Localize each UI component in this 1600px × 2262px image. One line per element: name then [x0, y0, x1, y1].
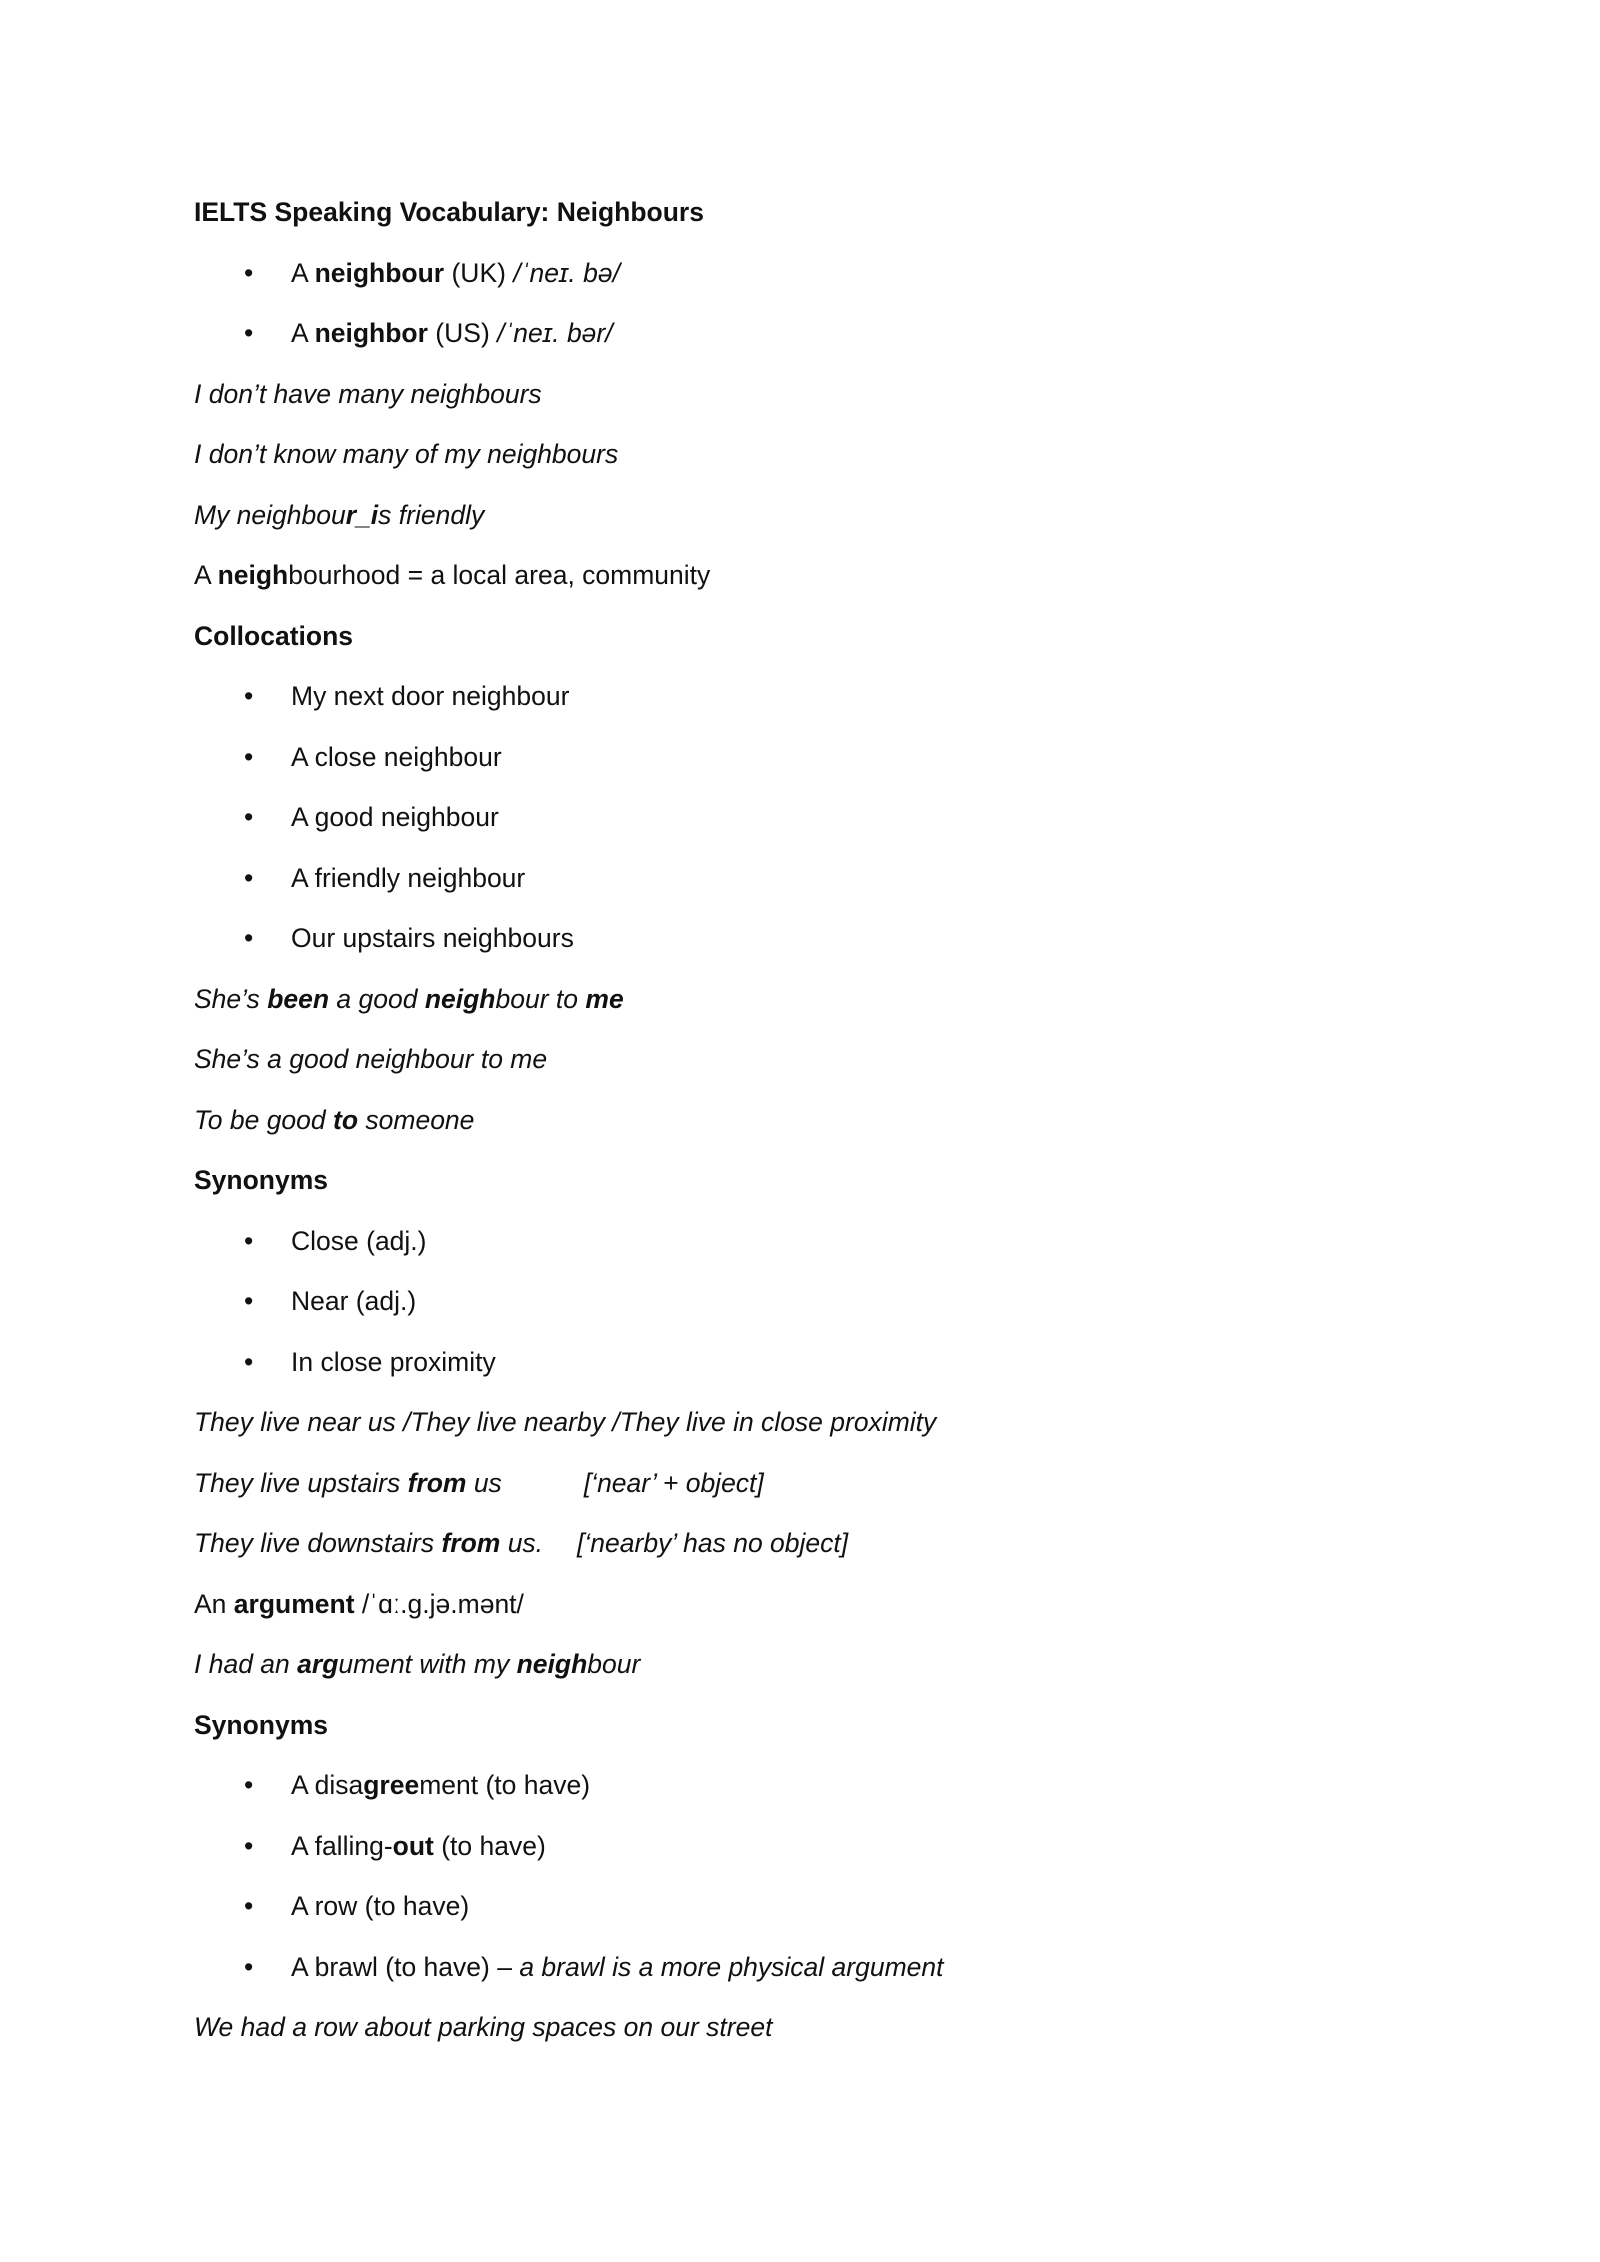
emphasis: from [407, 1467, 467, 1498]
example-sentence [194, 495, 1414, 556]
list-item [194, 918, 1414, 979]
text: They live downstairs [194, 1528, 442, 1558]
emphasis: neigh [424, 983, 496, 1014]
text: They live upstairs [194, 1467, 408, 1498]
list-item [194, 737, 1414, 798]
bullet-icon: • [244, 923, 254, 953]
text: bour [587, 1649, 641, 1679]
bullet-icon: • [244, 681, 254, 711]
example-sentence [194, 1523, 1414, 1584]
bullet-icon: • [244, 862, 254, 893]
bullet-icon: • [244, 257, 254, 288]
page-title: IELTS Speaking Vocabulary: Neighbours [194, 197, 704, 227]
list-item-text: A friendly neighbour [291, 862, 526, 893]
emphasis: to [333, 1104, 359, 1135]
list-item [194, 1221, 1414, 1282]
bullet-icon: • [244, 1286, 254, 1316]
term: neighbour [314, 257, 445, 288]
bullet-icon: • [244, 1951, 254, 1982]
text: us. [500, 1528, 544, 1558]
example-sentence: I don’t know many of my neighbours [194, 439, 619, 469]
list-item [194, 858, 1414, 919]
region-tag: (UK) [444, 257, 514, 288]
list-item [194, 1342, 1414, 1403]
emphasis: been [267, 983, 330, 1014]
list-item [194, 1281, 1414, 1342]
emphasis: r_i [345, 499, 379, 530]
bullet-icon: • [244, 802, 254, 832]
list-item-text: A close neighbour [291, 741, 502, 772]
term: argument [233, 1588, 355, 1619]
list-item-text: In close proximity [291, 1346, 496, 1377]
text: bour to [495, 983, 586, 1014]
text: A [291, 257, 315, 288]
note: a brawl is a more physical argument [519, 1951, 944, 1982]
text: ment (to have) [419, 1770, 591, 1800]
definition-line [194, 1584, 1414, 1645]
bullet-icon: • [244, 1346, 254, 1377]
ipa-text: /ˈneɪ. bər/ [497, 318, 613, 348]
list-item [194, 676, 1414, 737]
text: To be good [194, 1104, 334, 1135]
text: A brawl (to have) – [291, 1951, 520, 1982]
note: [‘near’ + object] [583, 1467, 764, 1498]
text: us [466, 1467, 502, 1498]
example-sentence: We had a row about parking spaces on our street [194, 2012, 773, 2042]
emphasis: me [585, 983, 624, 1014]
text: A [291, 318, 315, 348]
text: bourhood = a local area, community [288, 560, 711, 590]
region-tag: (US) [427, 318, 498, 348]
text: A row (to have) [291, 1891, 470, 1921]
bullet-icon: • [244, 1830, 254, 1861]
list-item-pronunciation-uk [194, 253, 1414, 314]
list-item [194, 1947, 1414, 2008]
list-item-pronunciation-us [194, 313, 1414, 374]
text: She’s [194, 983, 268, 1014]
text: s friendly [378, 499, 485, 530]
text: My neighbou [194, 499, 346, 530]
example-sentence [194, 979, 1414, 1040]
document-page [194, 192, 1414, 2068]
emphasis: arg [297, 1649, 339, 1679]
section-heading-synonyms: Synonyms [194, 1709, 329, 1740]
emphasis: from [441, 1528, 501, 1558]
list-item [194, 1765, 1414, 1826]
example-sentence: She’s a good neighbour to me [194, 1044, 548, 1074]
bullet-icon: • [244, 741, 254, 772]
text: I had an [194, 1649, 298, 1679]
example-sentence [194, 1644, 1414, 1705]
term: neighbor [314, 318, 428, 348]
example-sentence: I don’t have many neighbours [194, 378, 542, 409]
list-item [194, 797, 1414, 858]
emphasis: gree [363, 1770, 420, 1800]
example-sentence [194, 1463, 1414, 1524]
text: someone [358, 1104, 475, 1135]
list-item-text: My next door neighbour [291, 681, 570, 711]
list-item-text: Close (adj.) [291, 1225, 427, 1256]
text: An [194, 1588, 234, 1619]
bullet-icon: • [244, 1891, 254, 1921]
text: a good [329, 983, 425, 1014]
text: (to have) [433, 1830, 546, 1861]
section-heading-synonyms: Synonyms [194, 1165, 329, 1195]
list-item-text: Our upstairs neighbours [291, 923, 574, 953]
text: ument with my [338, 1649, 517, 1679]
text: A [194, 560, 218, 590]
emphasis: neigh [217, 560, 289, 590]
bullet-icon: • [244, 1225, 254, 1256]
text: A disa [291, 1770, 364, 1800]
definition-line [194, 555, 1414, 616]
ipa-text: /ˈneɪ. bə/ [513, 257, 620, 288]
emphasis: neigh [516, 1649, 588, 1679]
emphasis: out [392, 1830, 434, 1861]
ipa-text: /ˈɑː.ɡ.jə.mənt/ [354, 1588, 524, 1619]
list-item-text: Near (adj.) [291, 1286, 417, 1316]
list-item [194, 1886, 1414, 1947]
bullet-icon: • [244, 318, 254, 348]
text: A falling- [291, 1830, 393, 1861]
example-sentence: They live near us /They live nearby /They live in close proximity [194, 1407, 937, 1437]
list-item-text: A good neighbour [291, 802, 499, 832]
list-item [194, 1826, 1414, 1887]
bullet-icon: • [244, 1770, 254, 1800]
section-heading-collocations: Collocations [194, 620, 354, 651]
note: [‘nearby’ has no object] [577, 1528, 849, 1558]
example-sentence [194, 1100, 1414, 1161]
